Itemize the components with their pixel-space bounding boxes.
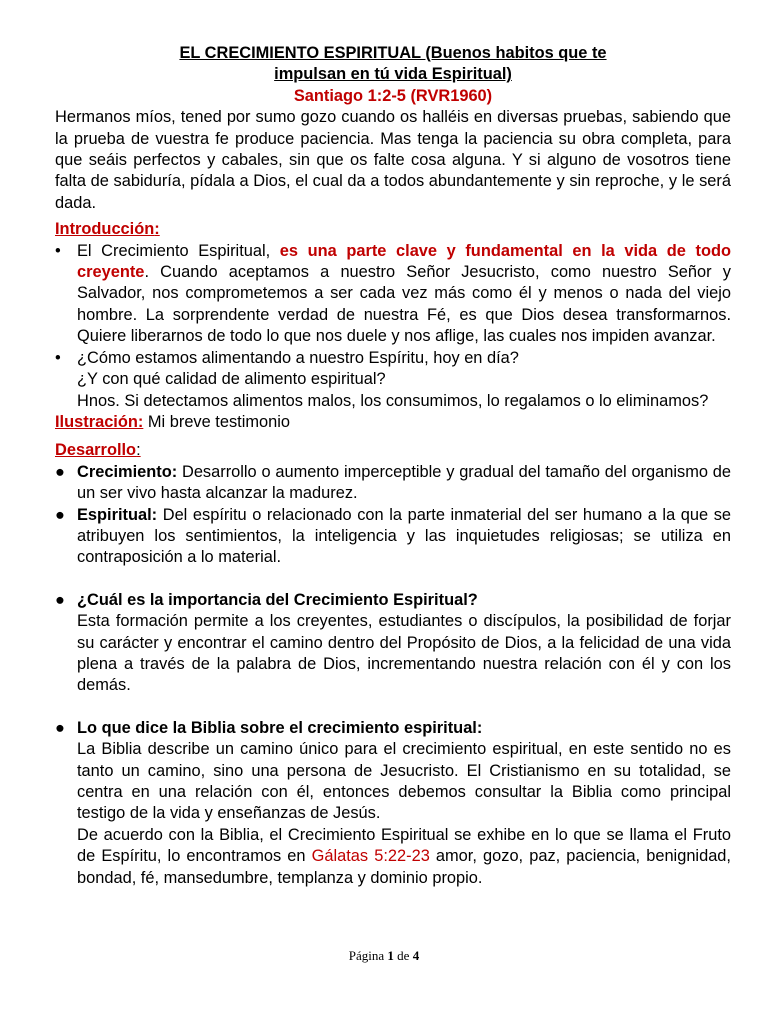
document-title — [55, 43, 731, 86]
intro-heading: Introducción: — [55, 220, 160, 239]
list-item: • ¿Cómo estamos alimentando a nuestro Espíritu, hoy en día? ¿Y con qué calidad de alimento espiritual? Hnos. Si detectamos alimentos malos, los consumimos, lo regalamos o lo eliminamos? — [55, 348, 709, 410]
bullet-icon: • — [55, 241, 61, 260]
list-item: ● ¿Cuál es la importancia del Crecimiento Espiritual? Esta formación permite a los creyentes, estudiantes o discípulos, la posibilidad de forjar su carácter y encontrar el camino dentro del Propósito de Dios, a la felicidad de una vida plena a través de la palabra de Dios, incrementando nuestra relación con él y con los demás. — [55, 590, 731, 695]
importance-list — [55, 590, 731, 697]
page-number: Página 1 de 4 — [348, 948, 420, 963]
bullet-icon: ● — [55, 505, 65, 524]
galatians-reference: Gálatas 5:22-23 — [311, 847, 430, 866]
document-page — [55, 43, 731, 889]
title-line-2: impulsan en tú vida Espiritual) — [274, 65, 512, 84]
development-heading: Desarrollo: — [55, 441, 141, 460]
bullet-icon: • — [55, 348, 61, 367]
illustration-label: Ilustración: — [55, 412, 144, 431]
bible-list — [55, 718, 731, 889]
bullet-icon: ● — [55, 718, 65, 737]
bullet-icon: ● — [55, 590, 65, 609]
illustration-line: Ilustración: Mi breve testimonio — [55, 412, 291, 431]
list-item: • El Crecimiento Espiritual, es una parte clave y fundamental en la vida de todo creyente. Cuando aceptamos a nuestro Señor Jesucristo, como nuestro Señor y Salvador, nos comprometemos a ser cada vez más como él y menos o nada del viejo hombre. La sorprendente verdad de nuestra Fé, es que Dios desea transformarnos. Quiere liberarnos de todo lo que nos duele y nos aflige, las cuales nos impiden avanzar. — [55, 241, 731, 346]
list-item: ● Crecimiento: Desarrollo o aumento imperceptible y gradual del tamaño del organismo de un ser vivo hasta alcanzar la madurez. — [55, 462, 731, 503]
intro-list — [55, 241, 731, 412]
list-item: ● Espiritual: Del espíritu o relacionado con la parte inmaterial del ser humano a la que se atribuyen los sentimientos, la inteligencia y las inquietudes religiosas; se utiliza en contraposición a lo material. — [55, 505, 731, 567]
bullet-icon: ● — [55, 462, 65, 481]
scripture-reference: Santiago 1:2-5 (RVR1960) — [293, 86, 493, 105]
definition-term: Espiritual: — [77, 505, 158, 524]
title-line-1: EL CRECIMIENTO ESPIRITUAL (Buenos habitos que te — [179, 44, 607, 62]
definition-term: Crecimiento: — [77, 462, 178, 481]
section-question: ¿Cuál es la importancia del Crecimiento Espiritual? — [77, 590, 478, 609]
list-item: ● Lo que dice la Biblia sobre el crecimiento espiritual: La Biblia describe un camino único para el crecimiento espiritual, en este sentido no es tanto un camino, sino una persona de Jesucristo. El Cristianismo en su totalidad, se centra en una relación con él, entonces debemos consultar la Biblia como principal testigo de la vida y enseñanzas de Jesús. De acuerdo con la Biblia, el Crecimiento Espiritual se exhibe en lo que se llama el Fruto de Espíritu, lo encontramos en Gálatas 5:22-23 amor, gozo, paz, paciencia, benignidad, bondad, fé, mansedumbre, templanza y dominio propio. — [55, 718, 731, 887]
development-list — [55, 462, 731, 569]
section-heading: Lo que dice la Biblia sobre el crecimiento espiritual: — [77, 718, 483, 737]
key-statement: es una parte clave y fundamental en la vida de todo creyente — [77, 241, 731, 282]
scripture-text: Hermanos míos, tened por sumo gozo cuando os halléis en diversas pruebas, sabiendo que la prueba de vuestra fe produce paciencia. Mas tenga la paciencia su obra completa, para que seáis perfectos y cabales, sin que os falte cosa alguna. Y si alguno de vosotros tiene falta de sabiduría, pídala a Dios, el cual da a todos abundantemente y sin reproche, y le será dada. — [55, 108, 731, 212]
